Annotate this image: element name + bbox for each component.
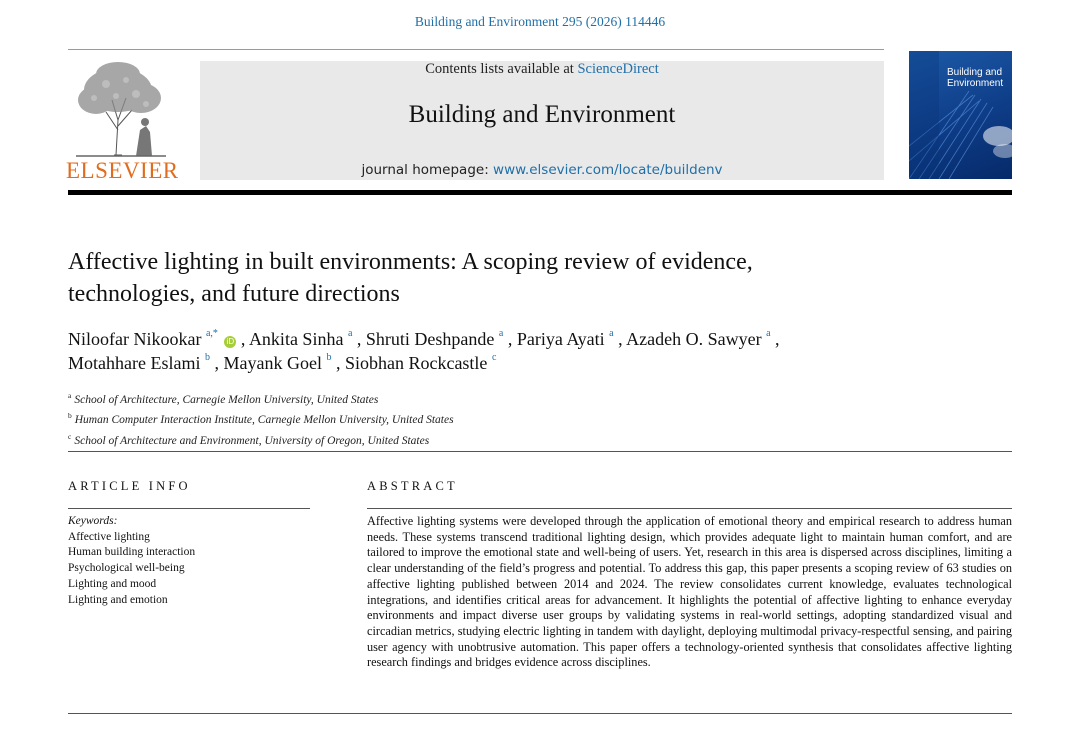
author-separator: , — [507, 329, 517, 349]
author-separator: , — [618, 329, 627, 349]
author-name[interactable]: Ankita Sinha — [248, 329, 344, 349]
author-affiliation-mark[interactable]: a — [347, 328, 353, 339]
keywords-label: Keywords: — [68, 515, 118, 527]
section-divider — [68, 451, 1012, 452]
publisher-wordmark: ELSEVIER — [66, 158, 179, 183]
keyword-item: Human building interaction — [68, 546, 196, 559]
homepage-line — [200, 162, 884, 178]
author-affiliation-mark[interactable]: a — [609, 328, 614, 339]
article-info-rule — [68, 508, 310, 509]
author-separator: , — [214, 353, 224, 373]
affiliation-item — [68, 429, 768, 449]
author-affiliation-mark[interactable]: b — [204, 352, 210, 363]
author-affiliation-mark[interactable]: c — [491, 352, 497, 363]
contents-prefix: Contents lists available at — [425, 61, 578, 77]
header-top-rule — [68, 49, 884, 50]
author-list — [68, 327, 968, 375]
author-name[interactable]: Siobhan Rockcastle — [344, 353, 488, 373]
author-line-2 — [68, 351, 968, 375]
affiliation-text: Human Computer Interaction Institute, Carnegie Mellon University, United States — [74, 414, 454, 427]
keyword-item: Lighting and emotion — [68, 593, 168, 606]
bottom-rule — [68, 713, 1012, 714]
journal-citation[interactable]: Building and Environment 295 (2026) 114446 — [414, 14, 666, 29]
affiliation-mark: b — [68, 411, 72, 421]
cover-title — [947, 67, 1003, 89]
author-name[interactable]: Shruti Deshpande — [365, 329, 495, 349]
author-affiliation-mark[interactable]: a — [766, 328, 771, 339]
affiliation-text: School of Architecture, Carnegie Mellon University, United States — [74, 393, 379, 406]
affiliation-mark: c — [68, 431, 72, 441]
abstract-heading: ABSTRACT — [367, 479, 458, 493]
journal-cover-image[interactable] — [909, 51, 1012, 179]
author-line-1 — [68, 327, 968, 351]
keyword-item: Psychological well-being — [68, 562, 185, 575]
header-thick-rule — [68, 190, 1012, 195]
abstract-rule — [367, 508, 1012, 509]
author-separator: , — [335, 353, 345, 373]
keyword-item: Lighting and mood — [68, 577, 157, 590]
affiliation-item — [68, 408, 768, 428]
contents-line — [200, 61, 884, 78]
affiliation-mark: a — [68, 391, 72, 400]
journal-homepage-link[interactable]: www.elsevier.com/locate/buildenv — [493, 162, 723, 178]
abstract-text: Affective lighting systems were developed through the application of emotional theory and empirical research to address human needs. These systems transcend traditional lighting design, which provides adequate light to maintain human comfort, and are tailored to improve the emotional state and well-being of users. Yet, research in this area is dispersed across disciplines, limiting a clear understanding of the field’s progress and potential. To address this gap, this paper presents a scoping review of 63 studies on affective lighting published between 2014 and 2024. The review consolidates current knowledge, evaluates technological integrations, and identifies critical areas for advancement. It highlights the potential of affective lighting to enhance everyday environments and impact diverse user groups by validating systems in real-world settings, adopting standardized visual and circadian metrics, studying electric lighting in tandem with daylight, deploying multimodal privacy-respectful sensing, and pairing user agency with unobtrusive automation. This paper offers a technology-oriented synthesis that consolidates affective lighting research findings and bridges evidence across disciplines. — [367, 514, 1012, 670]
keyword-item: Affective lighting — [68, 530, 150, 543]
keywords-block — [68, 514, 308, 608]
affiliation-text: School of Architecture and Environment, University of Oregon, United States — [74, 434, 430, 447]
affiliation-item — [68, 388, 768, 408]
orcid-icon[interactable]: iD — [224, 336, 236, 348]
cover-title-line2: Environment — [947, 78, 1004, 89]
sciencedirect-link[interactable]: ScienceDirect — [577, 61, 659, 77]
author-separator: , — [775, 329, 780, 349]
author-affiliation-mark[interactable]: b — [326, 352, 332, 363]
author-name[interactable]: Pariya Ayati — [516, 329, 605, 349]
article-info-heading: ARTICLE INFO — [68, 479, 191, 493]
article-title — [68, 246, 968, 310]
journal-banner — [200, 61, 884, 180]
author-name[interactable]: Mayank Goel — [223, 353, 322, 373]
author-separator: , — [240, 329, 249, 349]
author-affiliation-mark[interactable]: a — [498, 328, 504, 339]
cover-title-line1: Building and — [947, 67, 1003, 78]
journal-name: Building and Environment — [408, 101, 676, 128]
author-name[interactable]: Azadeh O. Sawyer — [626, 329, 762, 349]
homepage-prefix: journal homepage: — [361, 162, 494, 178]
article-title-line1: Affective lighting in built environments: A scoping review of evidence, — [68, 249, 753, 275]
article-title-line2: technologies, and future directions — [68, 281, 400, 307]
author-affiliation-mark[interactable]: a,* — [205, 328, 218, 339]
author-name[interactable]: Niloofar Nikookar — [68, 329, 202, 349]
affiliation-list — [68, 388, 768, 449]
author-separator: , — [356, 329, 366, 349]
author-name[interactable]: Motahhare Eslami — [68, 353, 201, 373]
